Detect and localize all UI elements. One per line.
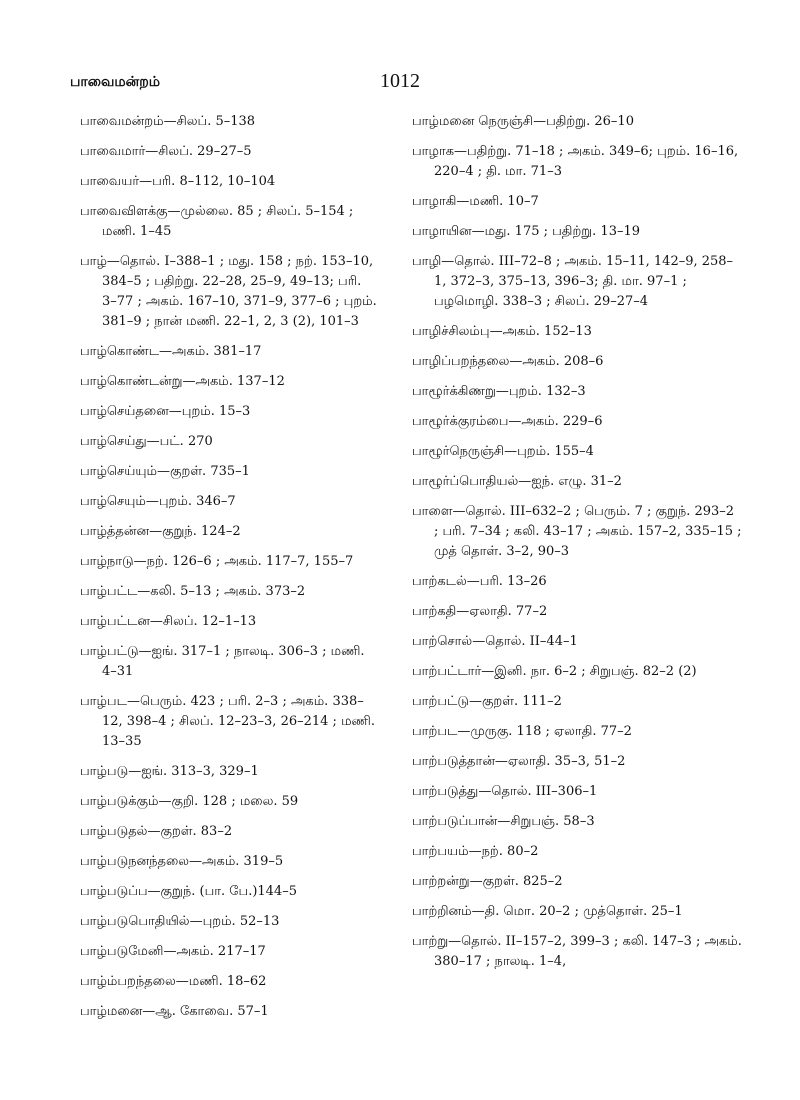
index-entry: பாவைமார்—சிலப். 29–27–5: [80, 144, 252, 159]
index-entry: பாற்று—தொல். II–157–2, 399–3 ; கலி. 147–3 ; அகம். 380–17 ; நாலடி. 1–4,: [412, 934, 742, 969]
index-entry: பாவைமன்றம்—சிலப். 5–138: [80, 114, 256, 129]
index-entry: பாற்கடல்—பரி. 13–26: [412, 574, 547, 589]
index-entry: பாற்படுப்பான்—சிறுபஞ். 58–3: [412, 814, 595, 829]
index-entry: பாற்றன்று—குறள். 825–2: [412, 874, 563, 889]
index-entry: பாழ்மனை—ஆ. கோவை. 57–1: [80, 1004, 269, 1019]
index-entry: பாழ்செயும்—புறம். 346–7: [80, 494, 236, 509]
index-entry: பாழாகி—மணி. 10–7: [412, 194, 539, 209]
index-entry: பாழ்படுதல்—குறள். 83–2: [80, 824, 233, 839]
page-header: [70, 70, 730, 100]
index-entry: பாழ்படுக்கும்—குறி. 128 ; மலை. 59: [80, 794, 299, 809]
index-entry: பாழ்கொண்டன்று—அகம். 137–12: [80, 374, 285, 389]
index-entry: பாற்படுத்தான்—ஏலாதி. 35–3, 51–2: [412, 754, 626, 769]
index-entry: பாழூர்ப்பொதியல்—ஐந். எழு. 31–2: [412, 474, 622, 489]
index-entry: பாழ்த்தன்ன—குறுந். 124–2: [80, 524, 241, 539]
index-entry: பாழிச்சிலம்பு—அகம். 152–13: [412, 324, 592, 339]
index-entry: பாழ்செய்தனை—புறம். 15–3: [80, 404, 251, 419]
index-entry: பாற்பட—முருகு. 118 ; ஏலாதி. 77–2: [412, 724, 632, 739]
index-entry: பாழ்பட்ட—கலி. 5–13 ; அகம். 373–2: [80, 584, 306, 599]
index-entry: பாழ்படுநனந்தலை—அகம். 319–5: [80, 854, 284, 869]
index-entry: பாழ்—தொல். I–388–1 ; மது. 158 ; நற். 153–10, 384–5 ; பதிற்று. 22–28, 25–9, 49–13; பரி. 3–77 ; அகம். 167–10, 371–9, 377–6 ; புறம். 381–9 ; நான் மணி. 22–1, 2, 3 (2), 101–3: [80, 254, 377, 329]
index-entry: பாற்பயம்—நற். 80–2: [412, 844, 539, 859]
index-entry: பாவைவிளக்கு—முல்லை. 85 ; சிலப். 5–154 ; மணி. 1–45: [80, 204, 354, 239]
index-entry: பாழ்பட்டன—சிலப். 12–1–13: [80, 614, 257, 629]
index-entry: பாற்பட்டார்—இனி. நா. 6–2 ; சிறுபஞ். 82–2 (2): [412, 664, 697, 679]
index-entry: பாழ்நாடு—நற். 126–6 ; அகம். 117–7, 155–7: [80, 554, 354, 569]
right-column: [412, 112, 742, 982]
index-entry: பாழாயின—மது. 175 ; பதிற்று. 13–19: [412, 224, 641, 239]
index-entry: பாழ்மனை நெருஞ்சி—பதிற்று. 26–10: [412, 114, 634, 129]
index-entry: பாற்படுத்து—தொல். III–306–1: [412, 784, 598, 799]
index-entry: பாழ்படு—ஐங். 313–3, 329–1: [80, 764, 259, 779]
index-entry: பாழூர்க்குரம்பை—அகம். 229–6: [412, 414, 603, 429]
index-entry: பாழி—தொல். III–72–8 ; அகம். 15–11, 142–9, 258–1, 372–3, 375–13, 396–3; தி. மா. 97–1 ; பழமொழி. 338–3 ; சிலப். 29–27–4: [412, 254, 734, 309]
index-entry: பாழ்ம்பறந்தலை—மணி. 18–62: [80, 974, 267, 989]
index-entry: பாழ்கொண்ட—அகம். 381–17: [80, 344, 262, 359]
index-entry: பாற்பட்டு—குறள். 111–2: [412, 694, 562, 709]
index-entry: பாவையர்—பரி. 8–112, 10–104: [80, 174, 276, 189]
page-number: 1012: [380, 70, 420, 92]
index-entry: பாழாக—பதிற்று. 71–18 ; அகம். 349–6; புறம். 16–16, 220–4 ; தி. மா. 71–3: [412, 144, 739, 179]
index-entry: பாழ்படுப்ப—குறுந். (பா. பே.)144–5: [80, 884, 297, 899]
left-column: [80, 112, 380, 1032]
index-entry: பாற்றினம்—தி. மொ. 20–2 ; முத்தொள். 25–1: [412, 904, 683, 919]
index-entry: பாழ்பட—பெரும். 423 ; பரி. 2–3 ; அகம். 338–12, 398–4 ; சிலப். 12–23–3, 26–214 ; மணி. 13–35: [80, 694, 375, 749]
index-entry: பாற்சொல்—தொல். II–44–1: [412, 634, 578, 649]
index-entry: பாழ்பட்டு—ஐங். 317–1 ; நாலடி. 306–3 ; மணி. 4–31: [80, 644, 365, 679]
index-entry: பாற்கதி—ஏலாதி. 77–2: [412, 604, 548, 619]
index-entry: பாழ்படுமேனி—அகம். 217–17: [80, 944, 266, 959]
index-entry: பாழூர்க்கிணறு—புறம். 132–3: [412, 384, 586, 399]
index-entry: பாழ்செய்து—பட். 270: [80, 434, 213, 449]
index-entry: பாழ்படுபொதியில்—புறம். 52–13: [80, 914, 280, 929]
running-head: பாவைமன்றம்: [70, 74, 161, 90]
index-entry: பாளை—தொல். III–632–2 ; பெரும். 7 ; குறுந். 293–2 ; பரி. 7–34 ; கலி. 43–17 ; அகம். 157–2, 335–15 ; முத் தொள். 3–2, 90–3: [412, 504, 742, 559]
index-entry: பாழூர்நெருஞ்சி—புறம். 155–4: [412, 444, 594, 459]
index-entry: பாழிப்பறந்தலை—அகம். 208–6: [412, 354, 604, 369]
index-entry: பாழ்செய்யும்—குறள். 735–1: [80, 464, 250, 479]
